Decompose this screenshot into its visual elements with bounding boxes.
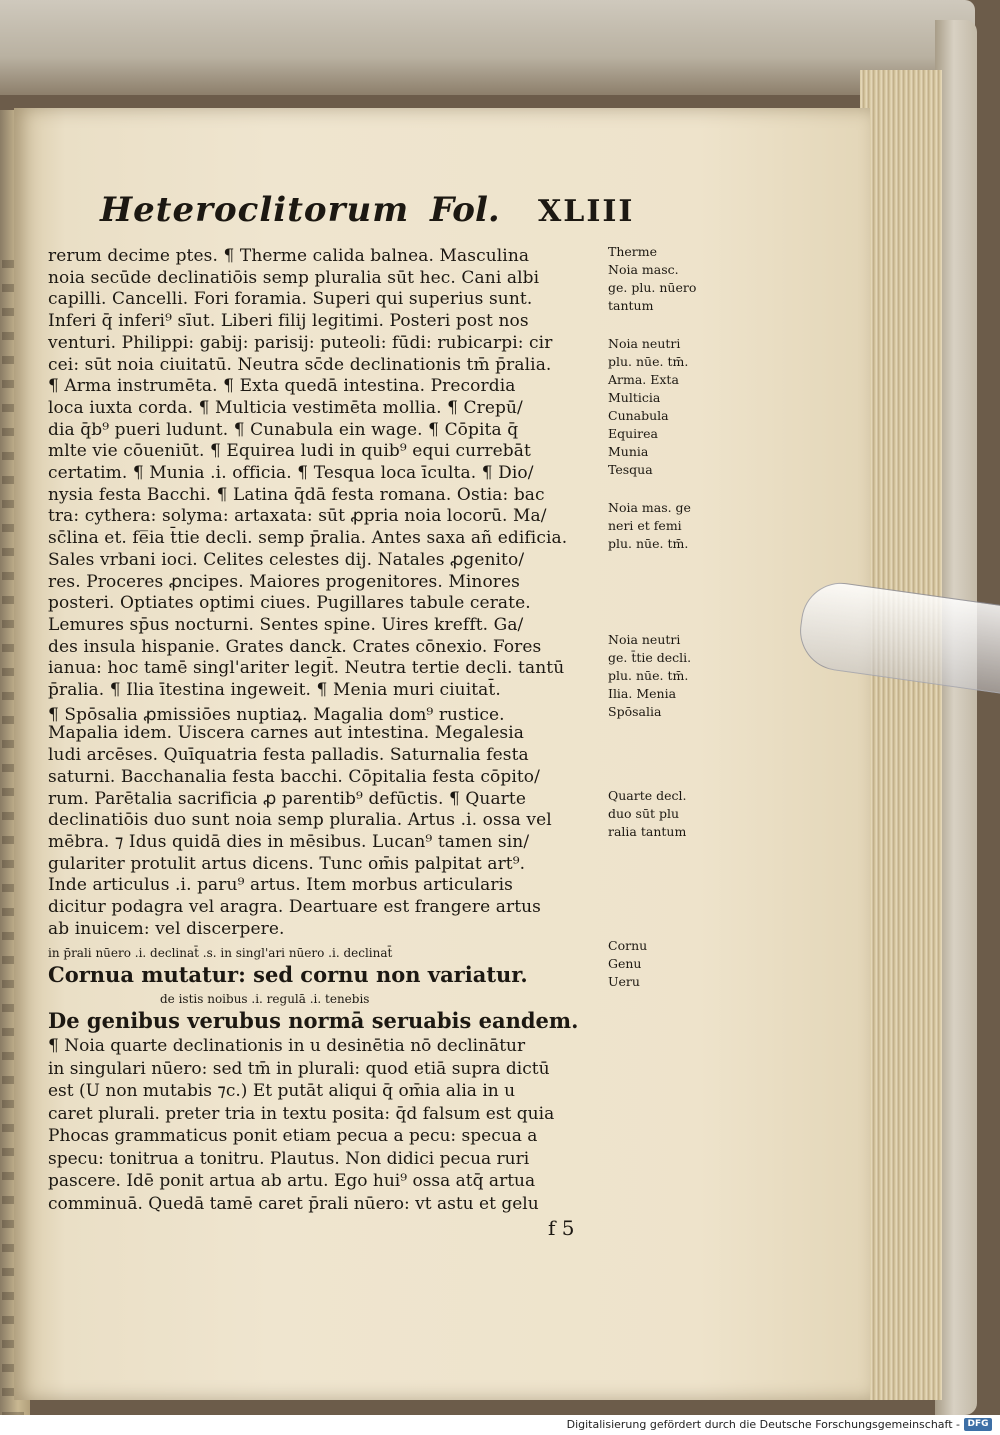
text-line: sc̄lina et. fe̅ia t̄tie decli. semp p̄ralia. Antes saxa añ edificia.	[48, 528, 568, 549]
marginal-note: Noia masc.	[608, 262, 679, 277]
text-line: p̄ralia. ¶ Ilia ītestina ingeweit. ¶ Menia muri ciuitat̄.	[48, 680, 501, 700]
marginal-note: Genu	[608, 956, 642, 971]
text-line: Lemures sp̄us nocturni. Sentes spine. Uires krefft. Ga/	[48, 614, 524, 635]
text-line: gulariter protulit artus dicens. Tunc om̄is palpitat art⁹.	[48, 853, 526, 874]
marginal-note: Therme	[608, 244, 658, 259]
text-line: posteri. Optiates optimi ciues. Pugillares tabule cerate.	[48, 593, 531, 614]
text-line: Inde articulus .i. paru⁹ artus. Item morbus articularis	[48, 875, 513, 896]
text-line: loca iuxta corda. ¶ Multicia vestimēta mollia. ¶ Crepū/	[48, 397, 523, 418]
text-line: Inferi q̄ inferi⁹ sīut. Liberi filij legitimi. Posteri post nos	[48, 311, 529, 332]
text-line: declinatiōis duo sunt noia semp pluralia. Artus .i. ossa vel	[48, 810, 552, 831]
marginal-note: Quarte decl.	[608, 788, 687, 803]
folio-number: XLIII	[538, 194, 635, 229]
interlinear-gloss: de istis noibus .i. regulā .i. tenebis	[160, 992, 370, 1006]
marginal-note: duo sūt plu	[608, 806, 680, 821]
marginal-note: Ueru	[608, 974, 640, 989]
commentary-line: ¶ Noia quarte declinationis in u desinētia nō declinātur	[48, 1036, 526, 1056]
marginal-note: Noia neutri	[608, 632, 681, 647]
text-line: rerum decime ptes. ¶ Therme calida balnea. Masculina	[48, 246, 530, 266]
text-line: dicitur podagra vel aragra. Deartuare est frangere artus	[48, 897, 542, 917]
marginal-note: Equirea	[608, 426, 658, 441]
marginal-note: Arma. Exta	[608, 372, 679, 387]
dfg-logo: DFG	[964, 1418, 992, 1431]
marginal-note: tantum	[608, 298, 654, 313]
page-block-edges	[860, 70, 942, 1400]
marginal-note: ralia tantum	[608, 824, 687, 839]
text-line: ianua: hoc tamē singl'ariter legit̄. Neutra tertie decli. tantū	[48, 658, 565, 679]
marginal-note: Spōsalia	[608, 704, 662, 719]
marginal-note: Ilia. Menia	[608, 686, 677, 701]
verse-line: De genibus verubus normā seruabis eandem.	[48, 1008, 579, 1033]
commentary-line: Phocas grammaticus ponit etiam pecua a pecu: specua a	[48, 1126, 538, 1146]
text-line: noia secūde declinatiōis semp pluralia sūt hec. Cani albi	[48, 267, 540, 288]
commentary-line: caret plurali. preter tria in textu posita: q̄d falsum est quia	[48, 1103, 555, 1124]
verse-line: Cornua mutatur: sed cornu non variatur.	[48, 962, 528, 987]
book-cover-top	[0, 0, 975, 95]
text-line: cei: sūt noia ciuitatū. Neutra sc̄de declinationis tm̄ p̄ralia.	[48, 354, 552, 375]
text-line: dia q̄b⁹ pueri ludunt. ¶ Cunabula ein wage. ¶ Cōpita q̄	[48, 419, 519, 440]
marginal-note: ge. plu. nūero	[608, 280, 697, 295]
marginal-note: Cunabula	[608, 408, 669, 423]
text-line: venturi. Philippi: gabij: parisij: puteoli: fūdi: rubicarpi: cir	[48, 332, 553, 353]
text-line: Sales vrbani ioci. Celites celestes dij. Natales ꝓgenito/	[48, 549, 525, 570]
text-line: des insula hispanie. Grates danck. Crates cōnexio. Fores	[48, 636, 542, 657]
marginal-note: Munia	[608, 444, 649, 459]
running-title: Heteroclitorum	[100, 190, 410, 230]
commentary-line: in singulari nūero: sed tm̄ in plurali: quod etiā supra dictū	[48, 1058, 550, 1079]
footer-credit: Digitalisierung gefördert durch die Deutsche Forschungsgemeinschaft -	[566, 1418, 960, 1431]
marginal-note: Noia neutri	[608, 336, 681, 351]
marginal-note: plu. nūe. tm̄.	[608, 536, 689, 551]
marginal-note: Noia mas. ge	[608, 500, 691, 515]
text-line: ¶ Spōsalia ꝓmissiōes nuptiaꝝ. Magalia dom⁹ rustice.	[48, 704, 505, 725]
text-line: ab inuicem: vel discerpere.	[48, 918, 285, 939]
marginal-note: Multicia	[608, 390, 661, 405]
text-line: rum. Parētalia sacrificia ꝓ parentib⁹ defūctis. ¶ Quarte	[48, 788, 527, 809]
marginal-note: Cornu	[608, 938, 648, 953]
commentary-line: pascere. Idē ponit artua ab artu. Ego hui⁹ ossa atq̄ artua	[48, 1171, 536, 1191]
marginal-note: plu. nūe. tm̄.	[608, 668, 689, 683]
marginal-note: plu. nūe. tm̄.	[608, 354, 689, 369]
signature-mark: f 5	[548, 1216, 575, 1240]
interlinear-gloss: in p̄rali nūero .i. declinat̄ .s. in singl'ari nūero .i. declinat̄	[48, 946, 393, 960]
marginal-note: neri et femi	[608, 518, 682, 533]
commentary-line: comminuā. Quedā tamē caret p̄rali nūero: vt astu et gelu	[48, 1193, 539, 1214]
text-line: certatim. ¶ Munia .i. officia. ¶ Tesqua loca īculta. ¶ Dio/	[48, 463, 534, 483]
text-line: ¶ Arma instrumēta. ¶ Exta quedā intestina. Precordia	[48, 376, 516, 397]
text-line: ludi arcēses. Quīquatria festa palladis. Saturnalia festa	[48, 745, 529, 766]
marginal-note: Tesqua	[608, 462, 653, 477]
text-line: tra: cythera: solyma: artaxata: sūt ꝓpria noia locorū. Ma/	[48, 506, 547, 527]
text-line: nysia festa Bacchi. ¶ Latina q̄dā festa romana. Ostia: bac	[48, 484, 545, 505]
footer-bar	[0, 1415, 1000, 1435]
text-line: Mapalia idem. Uiscera carnes aut intestina. Megalesia	[48, 723, 524, 744]
text-line: res. Proceres ꝓncipes. Maiores progenitores. Minores	[48, 571, 520, 592]
commentary-line: specu: tonitrua a tonitru. Plautus. Non didici pecua ruri	[48, 1148, 530, 1169]
text-line: mlte vie cōueniūt. ¶ Equirea ludi in quib⁹ equi currebāt	[48, 441, 531, 462]
text-line: capilli. Cancelli. Fori foramia. Superi qui superius sunt.	[48, 289, 533, 310]
commentary-line: est (U non mutabis ⁊c.) Et putāt aliqui q̄ om̄ia alia in u	[48, 1081, 516, 1101]
text-line: saturni. Bacchanalia festa bacchi. Cōpitalia festa cōpito/	[48, 766, 540, 787]
marginal-note: ge. t̄tie decli.	[608, 650, 692, 665]
text-line: mēbra. ⁊ Idus quidā dies in mēsibus. Lucan⁹ tamen sin/	[48, 831, 530, 852]
folio-label: Fol.	[430, 190, 500, 230]
